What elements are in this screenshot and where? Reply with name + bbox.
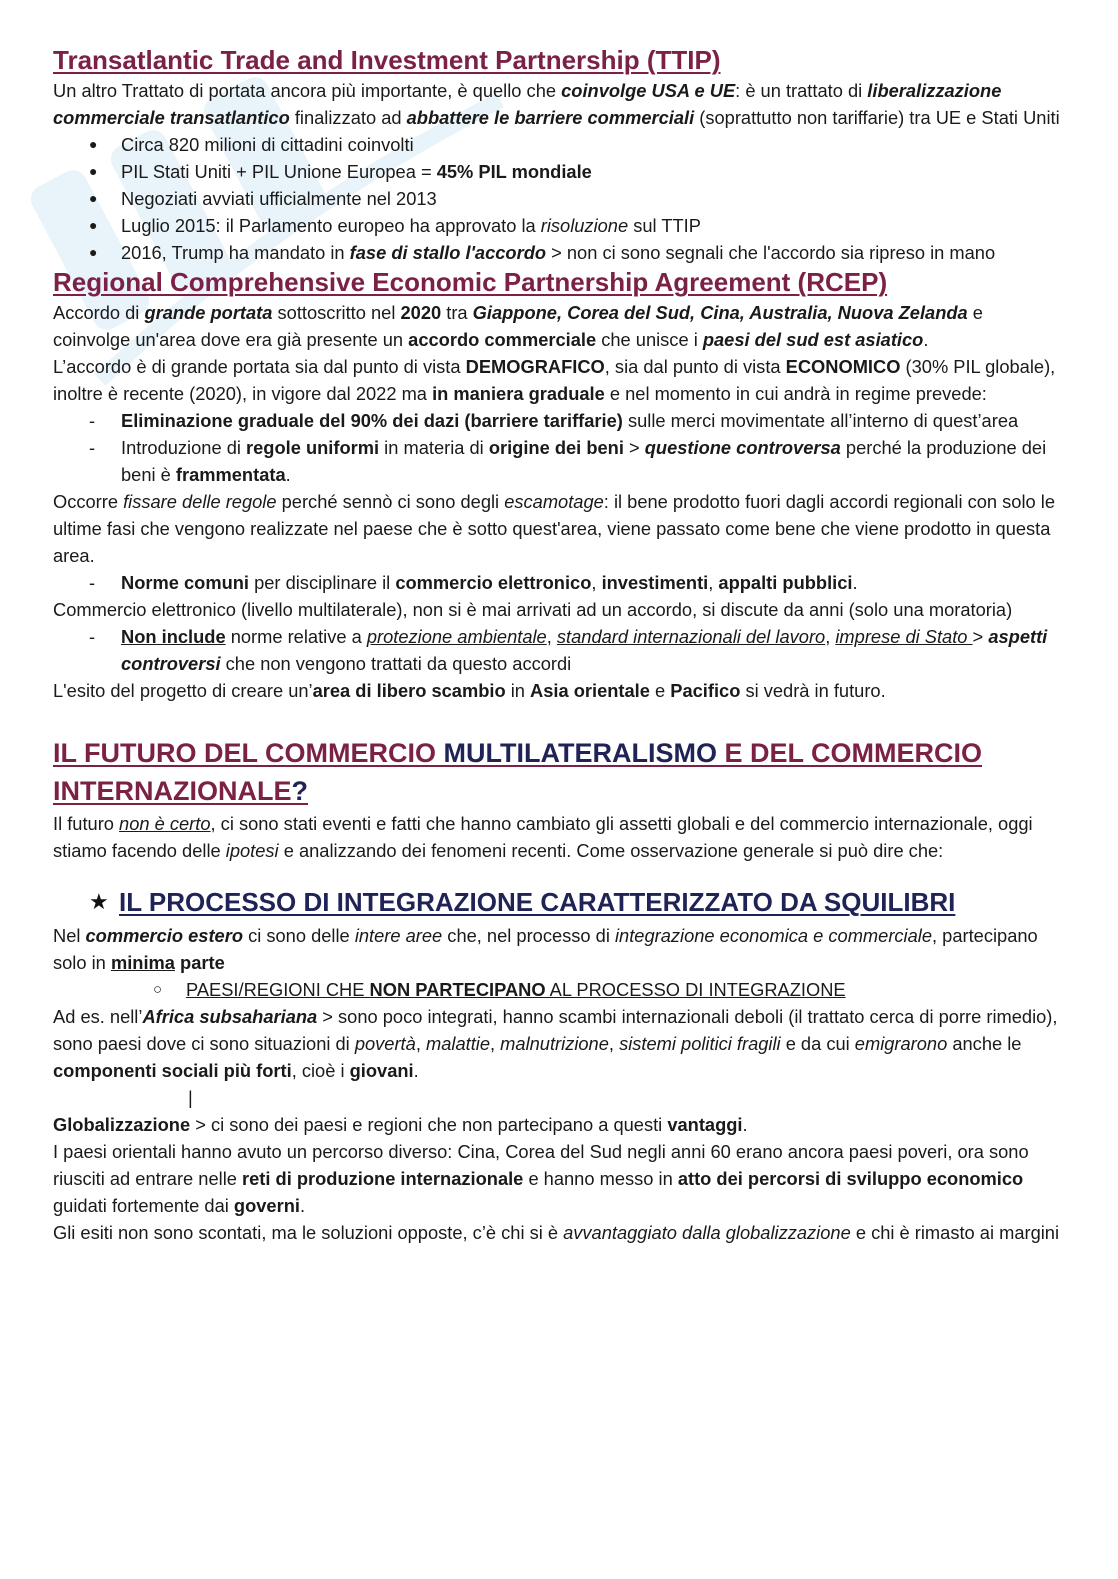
rcep-norms-list [53, 569, 1063, 596]
list-item: - Introduzione di regole uniformi in materia di origine dei beni > questione controversa perché la produzione dei beni è frammentata. [89, 434, 1063, 488]
list-item: ● Circa 820 milioni di cittadini coinvolti [89, 131, 1063, 158]
globalization-paragraph: Globalizzazione > ci sono dei paesi e regioni che non partecipano a questi vantaggi. [53, 1114, 748, 1135]
rcep-outcome: L'esito del progetto di creare un’area di libero scambio in Asia orientale e Pacifico si vedrà in futuro. [53, 680, 886, 701]
rcep-scope: L’accordo è di grande portata sia dal punto di vista DEMOGRAFICO, sia dal punto di vista ECONOMICO (30% PIL globale), inoltre è recente (2020), in vigore dal 2022 ma in maniera graduale e nel momento in cui andrà in regime prevede: [53, 356, 1056, 404]
eastern-countries-paragraph: I paesi orientali hanno avuto un percorso diverso: Cina, Corea del Sud negli anni 60 erano ancora paesi poveri, ora sono riusciti ad entrare nelle reti di produzione internazionale e hanno messo in atto dei percorsi di sviluppo economico guidati fortemente dai governi. [53, 1141, 1029, 1216]
outcomes-paragraph: Gli esiti non sono scontati, ma le soluzioni opposte, c’è chi si è avvantaggiato dalla globalizzazione e chi è rimasto ai margini [53, 1222, 1060, 1243]
list-item: - Norme comuni per disciplinare il commercio elettronico, investimenti, appalti pubblici. [89, 569, 1063, 596]
list-item: ● Negoziati avviati ufficialmente nel 2013 [89, 185, 1063, 212]
list-item: ● PIL Stati Uniti + PIL Unione Europea = 45% PIL mondiale [89, 158, 1063, 185]
future-intro: Il futuro non è certo, ci sono stati eventi e fatti che hanno cambiato gli assetti globali e del commercio internazionale, oggi stiamo facendo delle ipotesi e analizzando dei fenomeni recenti. Come osservazione generale si può dire che: [53, 813, 1033, 861]
list-item: ○ PAESI/REGIONI CHE NON PARTECIPANO AL PROCESSO DI INTEGRAZIONE [153, 976, 1063, 1003]
rcep-heading: Regional Comprehensive Economic Partnership Agreement (RCEP) [53, 267, 888, 297]
rcep-ecommerce-paragraph: Commercio elettronico (livello multilaterale), non si è mai arrivati ad un accordo, si discute da anni (solo una moratoria) [53, 599, 1013, 620]
rcep-exclusions-list [53, 623, 1063, 677]
ttip-heading: Transatlantic Trade and Investment Partnership (TTIP) [53, 45, 721, 75]
ttip-intro: Un altro Trattato di portata ancora più importante, è quello che coinvolge USA e UE: è un trattato di liberalizzazione commerciale transatlantico finalizzato ad abbattere le barriere commerciali (soprattutto non tariffarie) tra UE e Stati Uniti [53, 80, 1060, 128]
list-item: ● Luglio 2015: il Parlamento europeo ha approvato la risoluzione sul TTIP [89, 212, 1063, 239]
rcep-provisions-list [53, 407, 1063, 488]
list-item: - Eliminazione graduale del 90% dei dazi (barriere tariffarie) sulle merci movimentate all’interno di quest’area [89, 407, 1063, 434]
rcep-rules-paragraph: Occorre fissare delle regole perché sennò ci sono degli escamotage: il bene prodotto fuori dagli accordi regionali con solo le ultime fasi che vengono realizzate nel paese che è sotto quest'area, viene passato come bene che viene prodotto in questa area. [53, 491, 1056, 566]
integration-heading-row [89, 882, 1063, 922]
list-item: - Non include norme relative a protezione ambientale, standard internazionali del lavoro, imprese di Stato > aspetti controversi che non vengono trattati da questo accordi [89, 623, 1063, 677]
star-icon: ★ [89, 889, 109, 914]
document-page [53, 44, 1063, 1246]
ttip-bullet-list [53, 131, 1063, 266]
future-heading: IL FUTURO DEL COMMERCIO MULTILATERALISMO E DEL COMMERCIO INTERNAZIONALE? [53, 738, 982, 806]
integration-heading: IL PROCESSO DI INTEGRAZIONE CARATTERIZZATO DA SQUILIBRI [119, 886, 956, 917]
integration-sub-list [53, 976, 1063, 1003]
rcep-intro: Accordo di grande portata sottoscritto nel 2020 tra Giappone, Corea del Sud, Cina, Australia, Nuova Zelanda e coinvolge un'area dove era già presente un accordo commerciale che unisce i paesi del sud est asiatico. [53, 302, 983, 350]
integration-intro: Nel commercio estero ci sono delle intere aree che, nel processo di integrazione economica e commerciale, partecipano solo in minima parte [53, 925, 1038, 973]
africa-paragraph: Ad es. nell’Africa subsahariana > sono poco integrati, hanno scambi internazionali deboli (il trattato cerca di porre rimedio), sono paesi dove ci sono situazioni di povertà, malattie, malnutrizione, sistemi politici fragili e da cui emigrarono anche le componenti sociali più forti, cioè i giovani. [53, 1006, 1058, 1081]
list-item: ● 2016, Trump ha mandato in fase di stallo l'accordo > non ci sono segnali che l'accordo sia ripreso in mano [89, 239, 1063, 266]
connector-bar: | [188, 1087, 193, 1108]
